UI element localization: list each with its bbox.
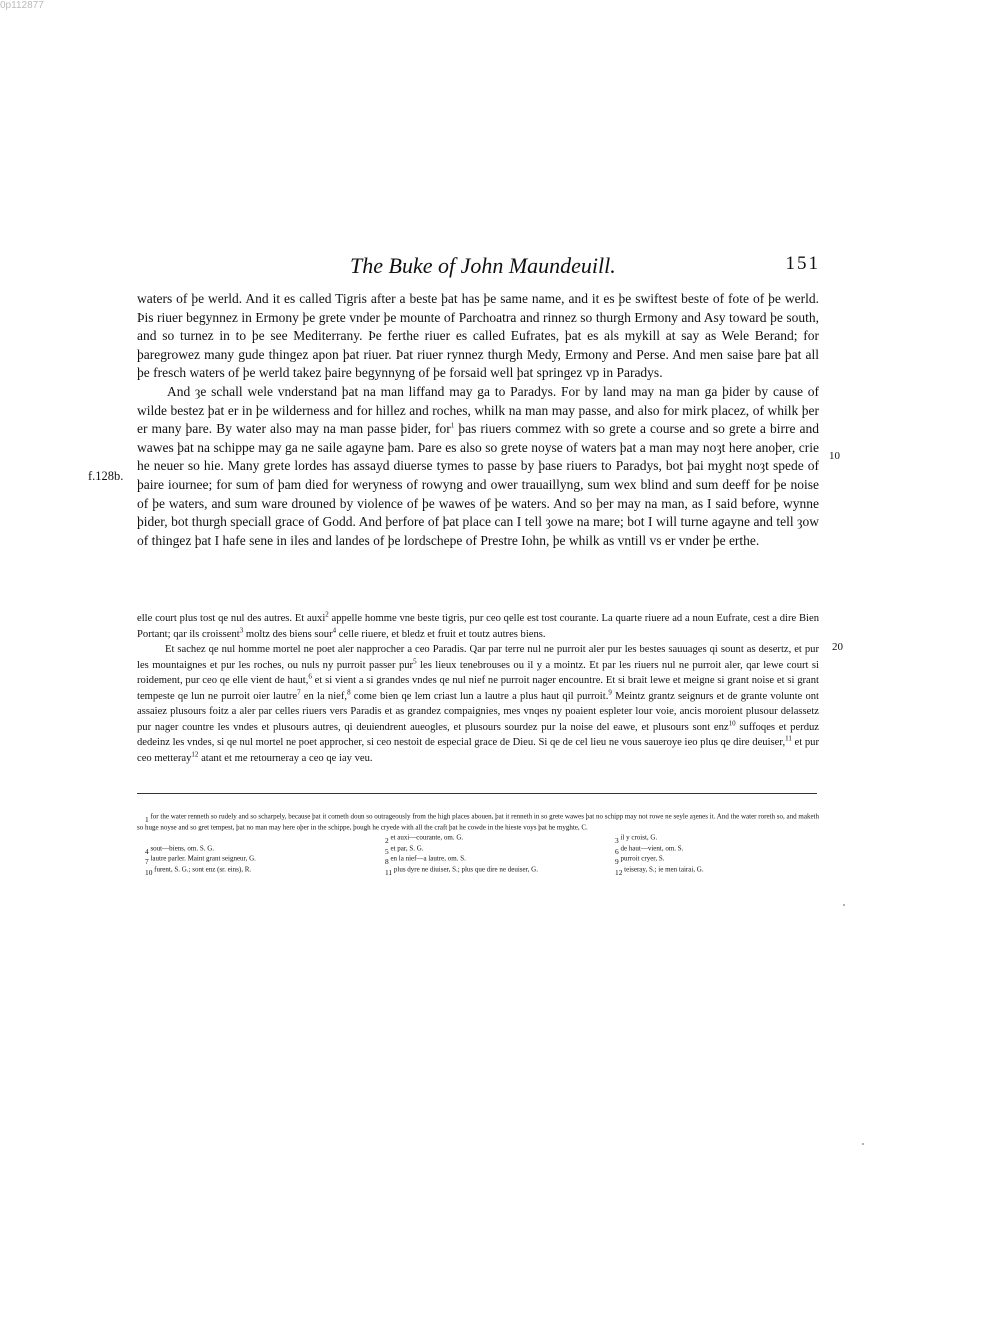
french-paragraph: elle court plus tost qe nul des autres. Et auxi$^2$ appelle homme vne beste tigris, pur ceo qelle est tost courante. La quarte riuere ad a noun Eufrate, cest a dire Bien Portant; qar ils croissent$^3$ moltz des biens sour$^4$ celle riuere, et bledz et fruit et toutz autres biens. <box>137 610 819 640</box>
footnote-cell: 5 $^{et par, S. G.}$ <box>385 844 424 856</box>
running-head <box>135 253 820 283</box>
footnote-marker: furent, S. G.; sont enz (sr. eins), R. <box>152 865 252 874</box>
footnote-cell: 7 $^{lautre parler. Maint grant seigneur, G.}$ <box>145 854 256 866</box>
footnote-marker: 2 <box>325 610 329 619</box>
footnote-cell: 9 $^{purroit cryer, S.}$ <box>615 854 665 866</box>
footnote-cell: 2 $^{et auxi—courante, om. G.}$ <box>385 833 464 845</box>
footnote-marker: sout—biens, om. S. G. <box>148 844 215 853</box>
footnote-cell: 10 $^{furent, S. G.; sont enz (sr. eins), R.}$ <box>145 865 252 877</box>
footnote-marker: de haut—vient, om. S. <box>618 844 684 853</box>
footnote-marker: 7 <box>297 687 301 696</box>
footnote-cell: 11 $^{plus dyre ne diuiser, S.; plus que dire ne deuiser, G.}$ <box>385 865 538 877</box>
footnote-marker: 12 <box>191 749 199 758</box>
footnote-marker: 1 <box>450 421 455 430</box>
footnote-marker: il y croist, G. <box>618 833 658 842</box>
paper-speck <box>843 904 845 906</box>
english-paragraph: waters of þe werld. And it es called Tigris after a beste þat has þe same name, and it es þe swiftest beste of fote of þe werld. Þis riuer begynnez in Ermony þe grete vnder þe mounte of Parchoatra and rinnez so thurgh Ermony and Asy toward þe south, and so turnez in to þe see Mediterrany. Þe ferthe riuer es called Eufrates, þat es als mykill at say as Wele Berand; for þaregrowez many gude thingez apon þat riuer. Þat riuer rynnez thurgh Medy, Ermony and Perse. And men saise þare þat all þe fresch waters of þe werld takez þaire begynnyng of þe forsaid well þat springez vp in Paradys. <box>137 291 819 381</box>
folio-marker: f.128b. <box>88 469 124 483</box>
english-paragraph: And ȝe schall wele vnderstand þat na man liffand may ga to Paradys. For by land may na man ga þider by cause of wilde bestez þat er in þe wilderness and for hillez and roches, whilk na man may passe, and also for mirk placez, of whilk þer er many þare. By water also may na man passe þider, for$^1$ þas riuers commez with so grete a course and so grete a birre and wawes þat na schippe may ga ne saile agayne þam. Þare es also so grete noyse of waters þat a man may noȝt here anoþer, crie he neuer so hie. Many grete lordes has assayd diuerse tymes to passe by þase riuers to Paradys, bot þai myght noȝt spede of þaire iournee; for sum of þam died for weryness of rowyng and ower trauaillyng, sum wex blind and sum deeff for þe noise of þe waters, and sum ware drouned by violence of þe wawes of þe waters. And so þer may na man, as I said before, wynne þider, bot thurgh speciall grace of Godd. And þerfore of þat place can I tell ȝowe na mare; bot I will turne agayne and tell ȝow of thingez þat I hafe sene in iles and landes of þe lordschepe of Prestre Iohn, þe whilk as vntill vs er vnder þe erthe. <box>137 383 819 548</box>
footnote-marker: teiseray, S.; ie men tairai, G. <box>622 865 704 874</box>
footnote-text: 1 for the water renneth so rudely and so scharpely, because þat it cometh doun so outrageously from the high places abouen, þat it renneth in so grete wawes þat no schipp may not rowe ne seyle aȝenes it. And the water roreth so, and maketh so huge noyse and so gret tempest, þat no man may here oþer in the schippe, þough he cryede with all the craft þat he cowde in the hieste voys þat he myghte, C. <box>137 812 819 832</box>
footnote-row <box>145 865 815 879</box>
footnote-marker: for the water renneth so rudely and so scharpely, because þat it cometh doun so outrageously from the high places abouen, þat it renneth in so grete wawes þat no schipp may not rowe ne seyle aȝenes it. And the water roreth so, and maketh so huge noyse and so gret tempest, þat no man may here oþer in the schippe, þough he cryede with all the craft þat he cowde in the hieste voys þat he myghte, C. <box>137 812 819 832</box>
french-text <box>137 611 819 766</box>
footnote-marker: en la nief—a lautre, om. S. <box>388 854 466 863</box>
page-number: 151 <box>785 253 820 274</box>
footnote-marker: 8 <box>347 687 351 696</box>
footnote-cell: 12 $^{teiseray, S.; ie men tairai, G.}$ <box>615 865 704 877</box>
footnote-marker: plus dyre ne diuiser, S.; plus que dire ne deuiser, G. <box>392 865 538 874</box>
footnote-table <box>145 833 815 878</box>
footnote-marker: purroit cryer, S. <box>618 854 665 863</box>
paper-speck <box>862 1143 864 1145</box>
page-id-label: 0p112877 <box>0 0 44 11</box>
footnote-rule <box>137 793 817 794</box>
footnote-marker: et par, S. G. <box>388 844 424 853</box>
footnote-marker: 9 <box>608 687 612 696</box>
footnote-cell: 3 $^{il y croist, G.}$ <box>615 833 658 845</box>
line-number-20: 20 <box>832 641 843 653</box>
footnote-marker: 10 <box>728 718 736 727</box>
footnote-cell: 6 $^{de haut—vient, om. S.}$ <box>615 844 684 856</box>
footnote-1 <box>137 812 819 836</box>
footnote-cell: 8 $^{en la nief—a lautre, om. S.}$ <box>385 854 466 866</box>
running-head-title: The Buke of John Maundeuill. <box>350 253 616 278</box>
english-text <box>137 290 819 550</box>
footnote-marker: 6 <box>308 672 312 681</box>
french-paragraph: Et sachez qe nul homme mortel ne poet aler napprocher a ceo Paradis. Qar par terre nul ne purroit aler pur les bestes sauuages qi sount as desertz, et pur les mountaignes et pur les roches, ou nuls ny purroit passer pur$^5$ les lieux tenebrouses ou il y a mointz. Et par les riuers nul ne purroit aler, qar lewe court si roidement, pur ceo qe elle vient de haut,$^6$ et si vient a si grandes vndes qe nul nief ne purroit nager encountre. Et si brait lewe et meigne si grant noise et si grant tempeste qe lun ne purroit oier lautre$^7$ en la nief,$^8$ come bien qe lem criast lun a lautre a plus haut qil purroit.$^9$ Meintz grantz seignurs et de grante volunte ont assaiez plusours foitz a aler par celles riuers vers Paradis et as grandez compaignies, mes vnqes ny poaient espleter lour voie, ancis moroient plusour delassetz pur nager countre les vndes et plusours autres, qi deuiendrent aueogles, et plusours sourdez pur la noise del eawe, et plusours sont enz$^{10}$ suffoqes et perduz dedeinz les vndes, si qe nul mortel ne poet approcher, si ceo nestoit de especial grace de Dieu. Si qe de cel lieu ne vous saueroye ieo plus qe dire deuiser,$^{11}$ et pur ceo metteray$^{12}$ atant et me retourneray a ceo qe iay veu. <box>137 644 819 764</box>
footnote-marker: 3 <box>239 625 244 634</box>
line-number-10: 10 <box>829 450 840 462</box>
footnote-marker: lautre parler. Maint grant seigneur, G. <box>148 854 256 863</box>
footnote-marker: 5 <box>413 656 417 665</box>
footnote-marker: et auxi—courante, om. G. <box>388 833 464 842</box>
footnote-marker: 4 <box>332 625 337 634</box>
footnote-marker: 11 <box>785 734 792 743</box>
footnote-row <box>145 833 815 847</box>
footnote-cell: 4 $^{sout—biens, om. S. G.}$ <box>145 844 215 856</box>
